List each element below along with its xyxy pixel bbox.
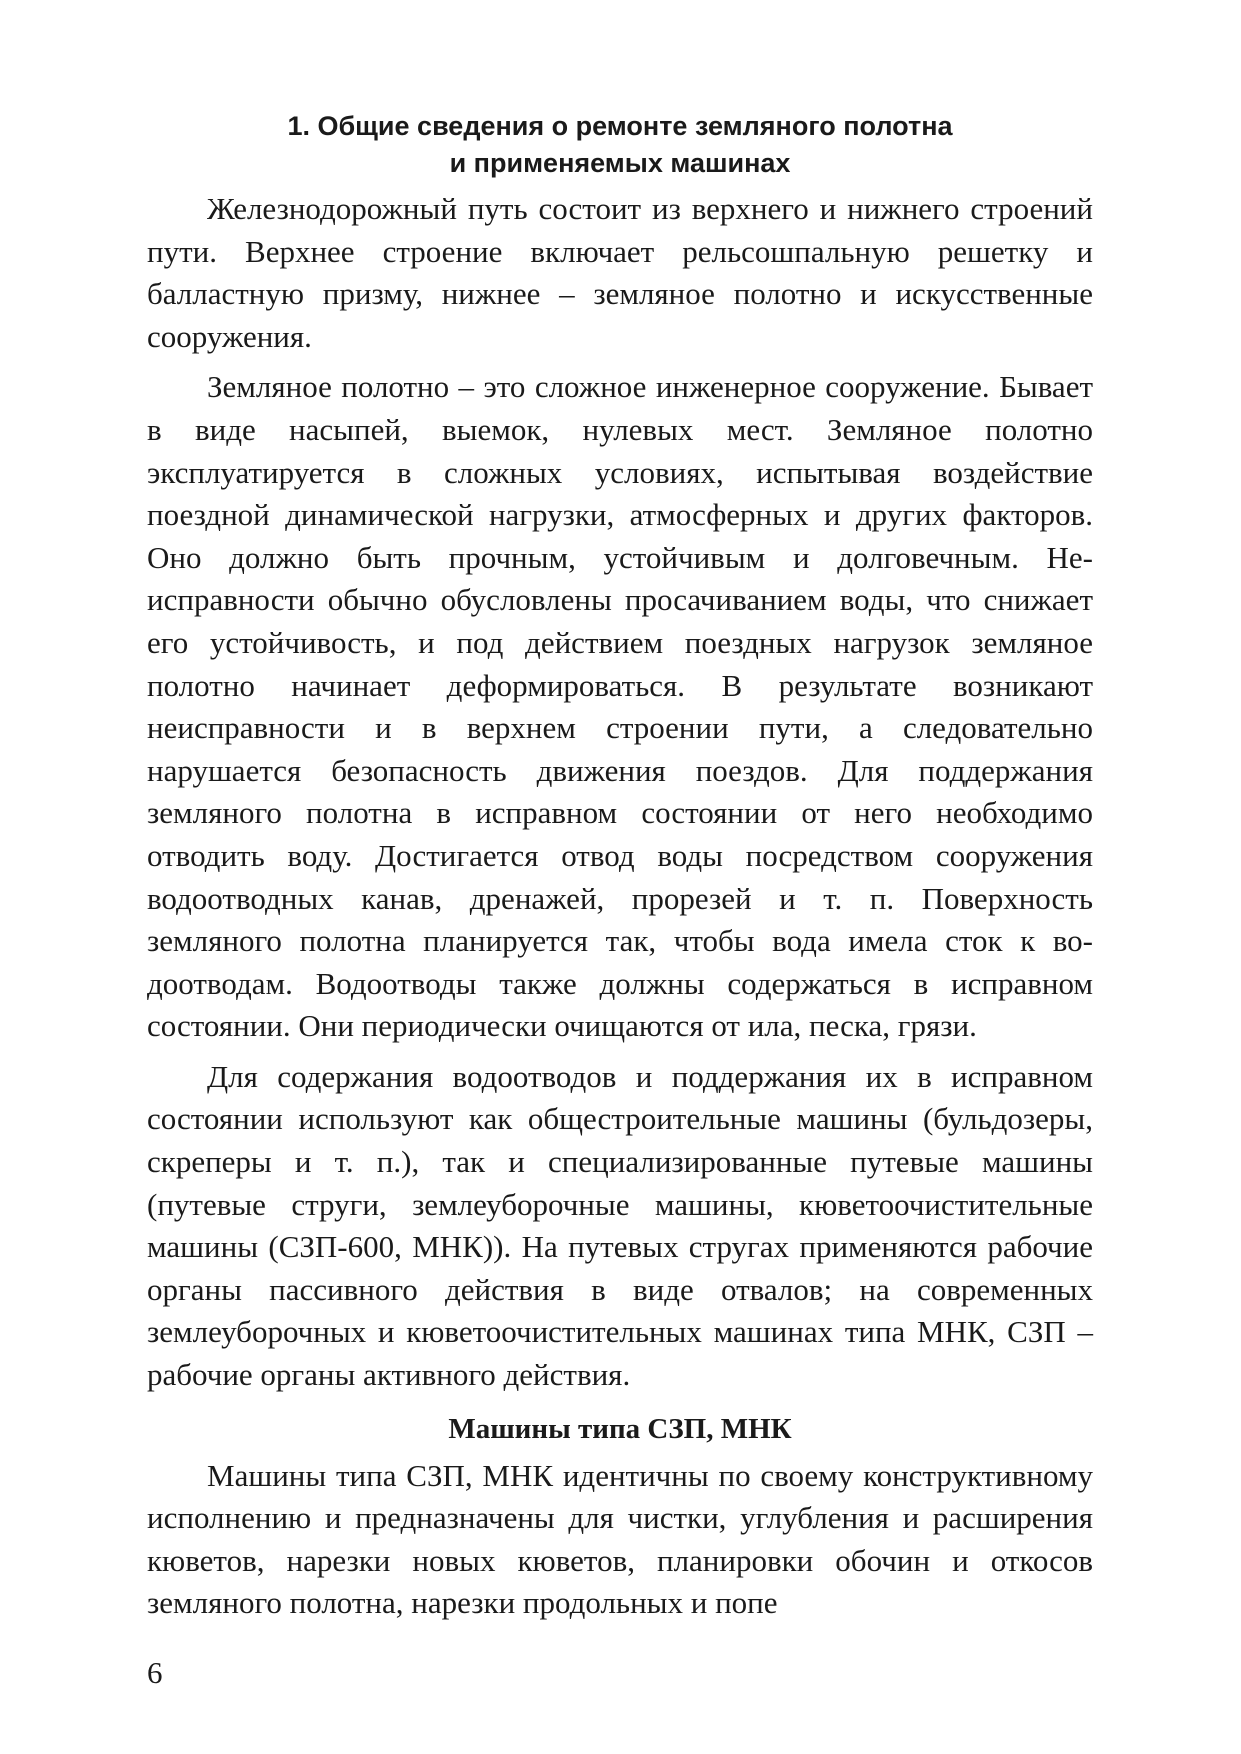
- paragraph-szp-mnk: Машины типа СЗП, МНК идентичны по своему конструктивному исполнению и предназначены для чистки, углубления и расширения кюветов, нарезки новых кюветов, планировки обочин и откосов земляного полотна, нарезки продольных и попе: [147, 1457, 1093, 1621]
- chapter-title-line-2: и применяемых машинах: [449, 148, 791, 178]
- page-number: 6: [147, 1655, 163, 1690]
- paragraph-drainage-machines: Для содержания водоотводов и поддержания их в исправном состоянии используют как общестроительные машины (бульдозеры, скреперы и т. п.), так и специализированные путевые машины (путевые струги, землеуборочные машины, кюветоочистительные машины (СЗП-600, МНК)). На путевых стругах применяются рабочие органы пассивного действия в виде отвалов; на современных землеуборочных и кюветоочистительных машинах типа МНК, СЗП – рабочие органы активного действия.: [147, 1058, 1093, 1393]
- chapter-title-line-1: 1. Общие сведения о ремонте земляного полотна: [287, 111, 953, 141]
- paragraph-railway-track: Железнодорожный путь состоит из верхнего и нижнего строений пути. Верхнее строение включает рельсошпальную решетку и балластную призму, нижнее – земляное полотно и искусственные сооружения.: [147, 191, 1093, 354]
- section-title: Машины типа СЗП, МНК: [448, 1412, 792, 1445]
- chapter-title: [147, 108, 1093, 182]
- page-body: [147, 108, 1093, 1625]
- paragraph-subgrade: Земляное полотно – это сложное инженерное сооружение. Бывает в виде насыпей, выемок, нулевых мест. Земляное полотно эксплуатируется в сложных условиях, испытывая воздействие поездной динамической нагрузки, атмосферных и других факторов. Оно должно быть прочным, устойчивым и долговечным. Неисправности обычно обусловлены просачиванием воды, что снижает его устойчивость, и под действием поездных нагрузок земляное полотно начинает деформироваться. В результате возникают неисправности и в верхнем строении пути, а следовательно нарушается безопасность движения поездов. Для поддержания земляного полотна в исправном состоянии от него необходимо отводить воду. Достигается отвод воды посредством сооружения водоотводных канав, дренажей, прорезей и т. п. Поверхность земляного полотна планируется так, чтобы вода имела сток к водоотводам. Водоотводы также должны содержаться в исправном состоянии. Они периодически очищаются от ила, песка, грязи.: [147, 369, 1093, 1044]
